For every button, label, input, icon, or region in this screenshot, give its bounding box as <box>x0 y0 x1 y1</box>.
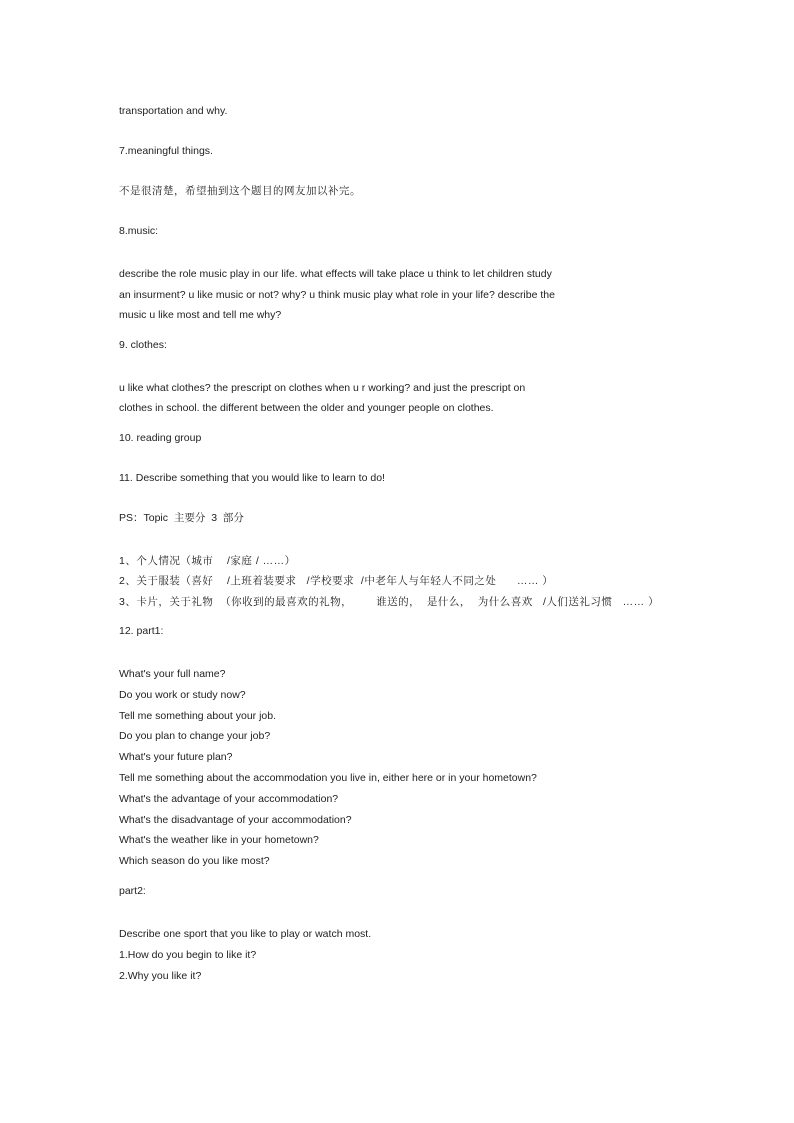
paragraph <box>119 378 679 419</box>
section-heading: 8.music: <box>119 225 159 237</box>
text-line: clothes in school. the different between the older and younger people on clothes. <box>119 402 494 414</box>
list-item: 2.Why you like it? <box>119 969 202 982</box>
text-line: transportation and why. <box>119 105 228 117</box>
document-body <box>119 104 679 986</box>
list-item: Describe one sport that you like to play or watch most. <box>119 927 372 940</box>
text-line: PS：Topic 主要分 3 部分 <box>119 511 244 524</box>
list-item: Tell me something about the accommodation you live in, either here or in your hometown? <box>119 771 537 784</box>
text-line: music u like most and tell me why? <box>119 309 282 321</box>
list-item: What's the advantage of your accommodation? <box>119 792 339 805</box>
text-line: 1、个人情况（城市 /家庭 / ……） <box>119 554 296 567</box>
section-heading: 7.meaningful things. <box>119 145 213 157</box>
paragraph <box>119 551 679 613</box>
list-item: What's your future plan? <box>119 751 233 764</box>
text-line: 不是很清楚，希望抽到这个题目的网友加以补完。 <box>119 185 361 197</box>
section-heading: 12. part1: <box>119 625 164 637</box>
text-line: describe the role music play in our life. what effects will take place u think to let children study <box>119 268 552 280</box>
paragraph <box>119 264 679 326</box>
section-heading: part2: <box>119 884 146 897</box>
list-item: 1.How do you begin to like it? <box>119 948 257 961</box>
section-heading: 9. clothes: <box>119 338 167 351</box>
list-item: What's the disadvantage of your accommodation? <box>119 813 352 826</box>
list-item: Tell me something about your job. <box>119 709 277 722</box>
list-item: What's the weather like in your hometown? <box>119 834 319 847</box>
section-heading: 10. reading group <box>119 431 202 444</box>
question-list <box>119 664 679 872</box>
list-item: What's your full name? <box>119 668 226 680</box>
text-line: 3、卡片，关于礼物 （你收到的最喜欢的礼物， 谁送的， 是什么， 为什么喜欢 /人们送礼习惯 …… ） <box>119 595 660 608</box>
question-list <box>119 924 679 986</box>
list-item: Do you plan to change your job? <box>119 730 271 743</box>
text-line: 2、关于服装（喜好 /上班着装要求 /学校要求 /中老年人与年轻人不同之处 …… ） <box>119 575 554 587</box>
text-line: u like what clothes? the prescript on clothes when u r working? and just the prescript on <box>119 381 526 394</box>
section-heading: 11. Describe something that you would like to learn to do! <box>119 471 385 484</box>
list-item: Do you work or study now? <box>119 688 246 701</box>
list-item: Which season do you like most? <box>119 855 270 868</box>
text-line: an insurment? u like music or not? why? u think music play what role in your life? describe the <box>119 288 555 301</box>
